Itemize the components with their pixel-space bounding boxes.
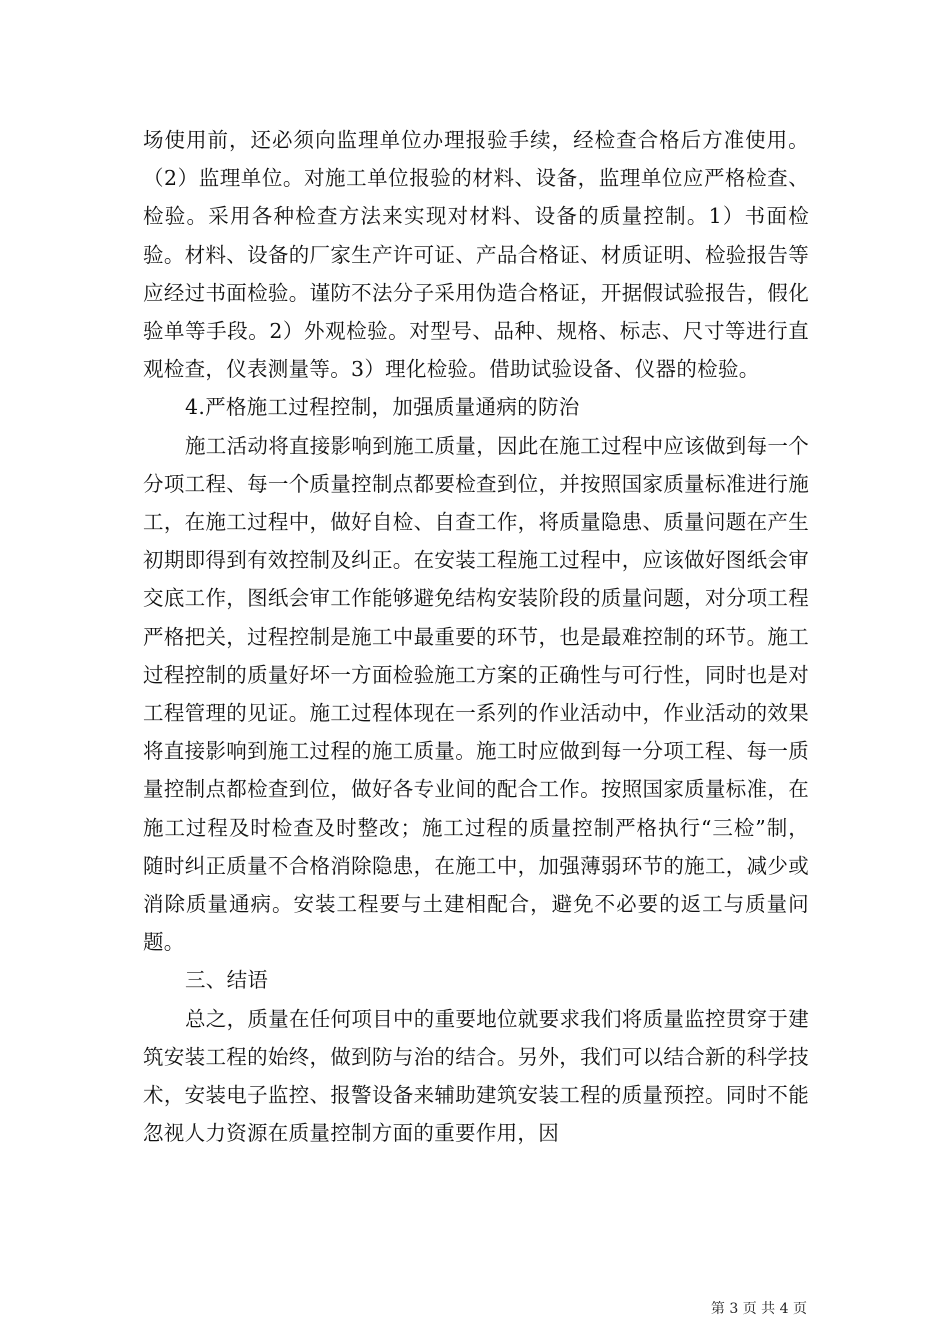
body-paragraph: 施工活动将直接影响到施工质量，因此在施工过程中应该做到每一个分项工程、每一个质量控制点都要检查到位，并按照国家质量标准进行施工，在施工过程中，做好自检、自查工作，将质量隐患、质量问题在产生初期即得到有效控制及纠正。在安装工程施工过程中，应该做好图纸会审交底工作，图纸会审工作能够避免结构安装阶段的质量问题，对分项工程严格把关，过程控制是施工中最重要的环节，也是最难控制的环节。施工过程控制的质量好坏一方面检验施工方案的正确性与可行性，同时也是对工程管理的见证。施工过程体现在一系列的作业活动中，作业活动的效果将直接影响到施工过程的施工质量。施工时应做到每一分项工程、每一质量控制点都检查到位，做好各专业间的配合工作。按照国家质量标准，在施工过程及时检查及时整改；施工过程的质量控制严格执行“三检”制，随时纠正质量不合格消除隐患，在施工中，加强薄弱环节的施工，减少或消除质量通病。安装工程要与土建相配合，避免不必要的返工与质量问题。: [143, 433, 809, 955]
section-heading: 4.严格施工过程控制，加强质量通病的防治: [185, 395, 580, 420]
body-paragraph: 场使用前，还必须向监理单位办理报验手续，经检查合格后方准使用。（2）监理单位。对施工单位报验的材料、设备，监理单位应严格检查、检验。采用各种检查方法来实现对材料、设备的质量控制。1）书面检验。材料、设备的厂家生产许可证、产品合格证、材质证明、检验报告等应经过书面检验。谨防不法分子采用伪造合格证，开据假试验报告，假化验单等手段。2）外观检验。对型号、品种、规格、标志、尺寸等进行直观检查，仪表测量等。3）理化检验。借助试验设备、仪器的检验。: [143, 128, 809, 382]
body-paragraph: 总之，质量在任何项目中的重要地位就要求我们将质量监控贯穿于建筑安装工程的始终，做到防与治的结合。另外，我们可以结合新的科学技术，安装电子监控、报警设备来辅助建筑安装工程的质量预控。同时不能忽视人力资源在质量控制方面的重要作用，因: [143, 1006, 809, 1146]
section-heading: 三、结语: [185, 968, 269, 993]
page-number: 第 3 页 共 4 页: [710, 1301, 807, 1317]
document-body: [143, 121, 809, 1152]
